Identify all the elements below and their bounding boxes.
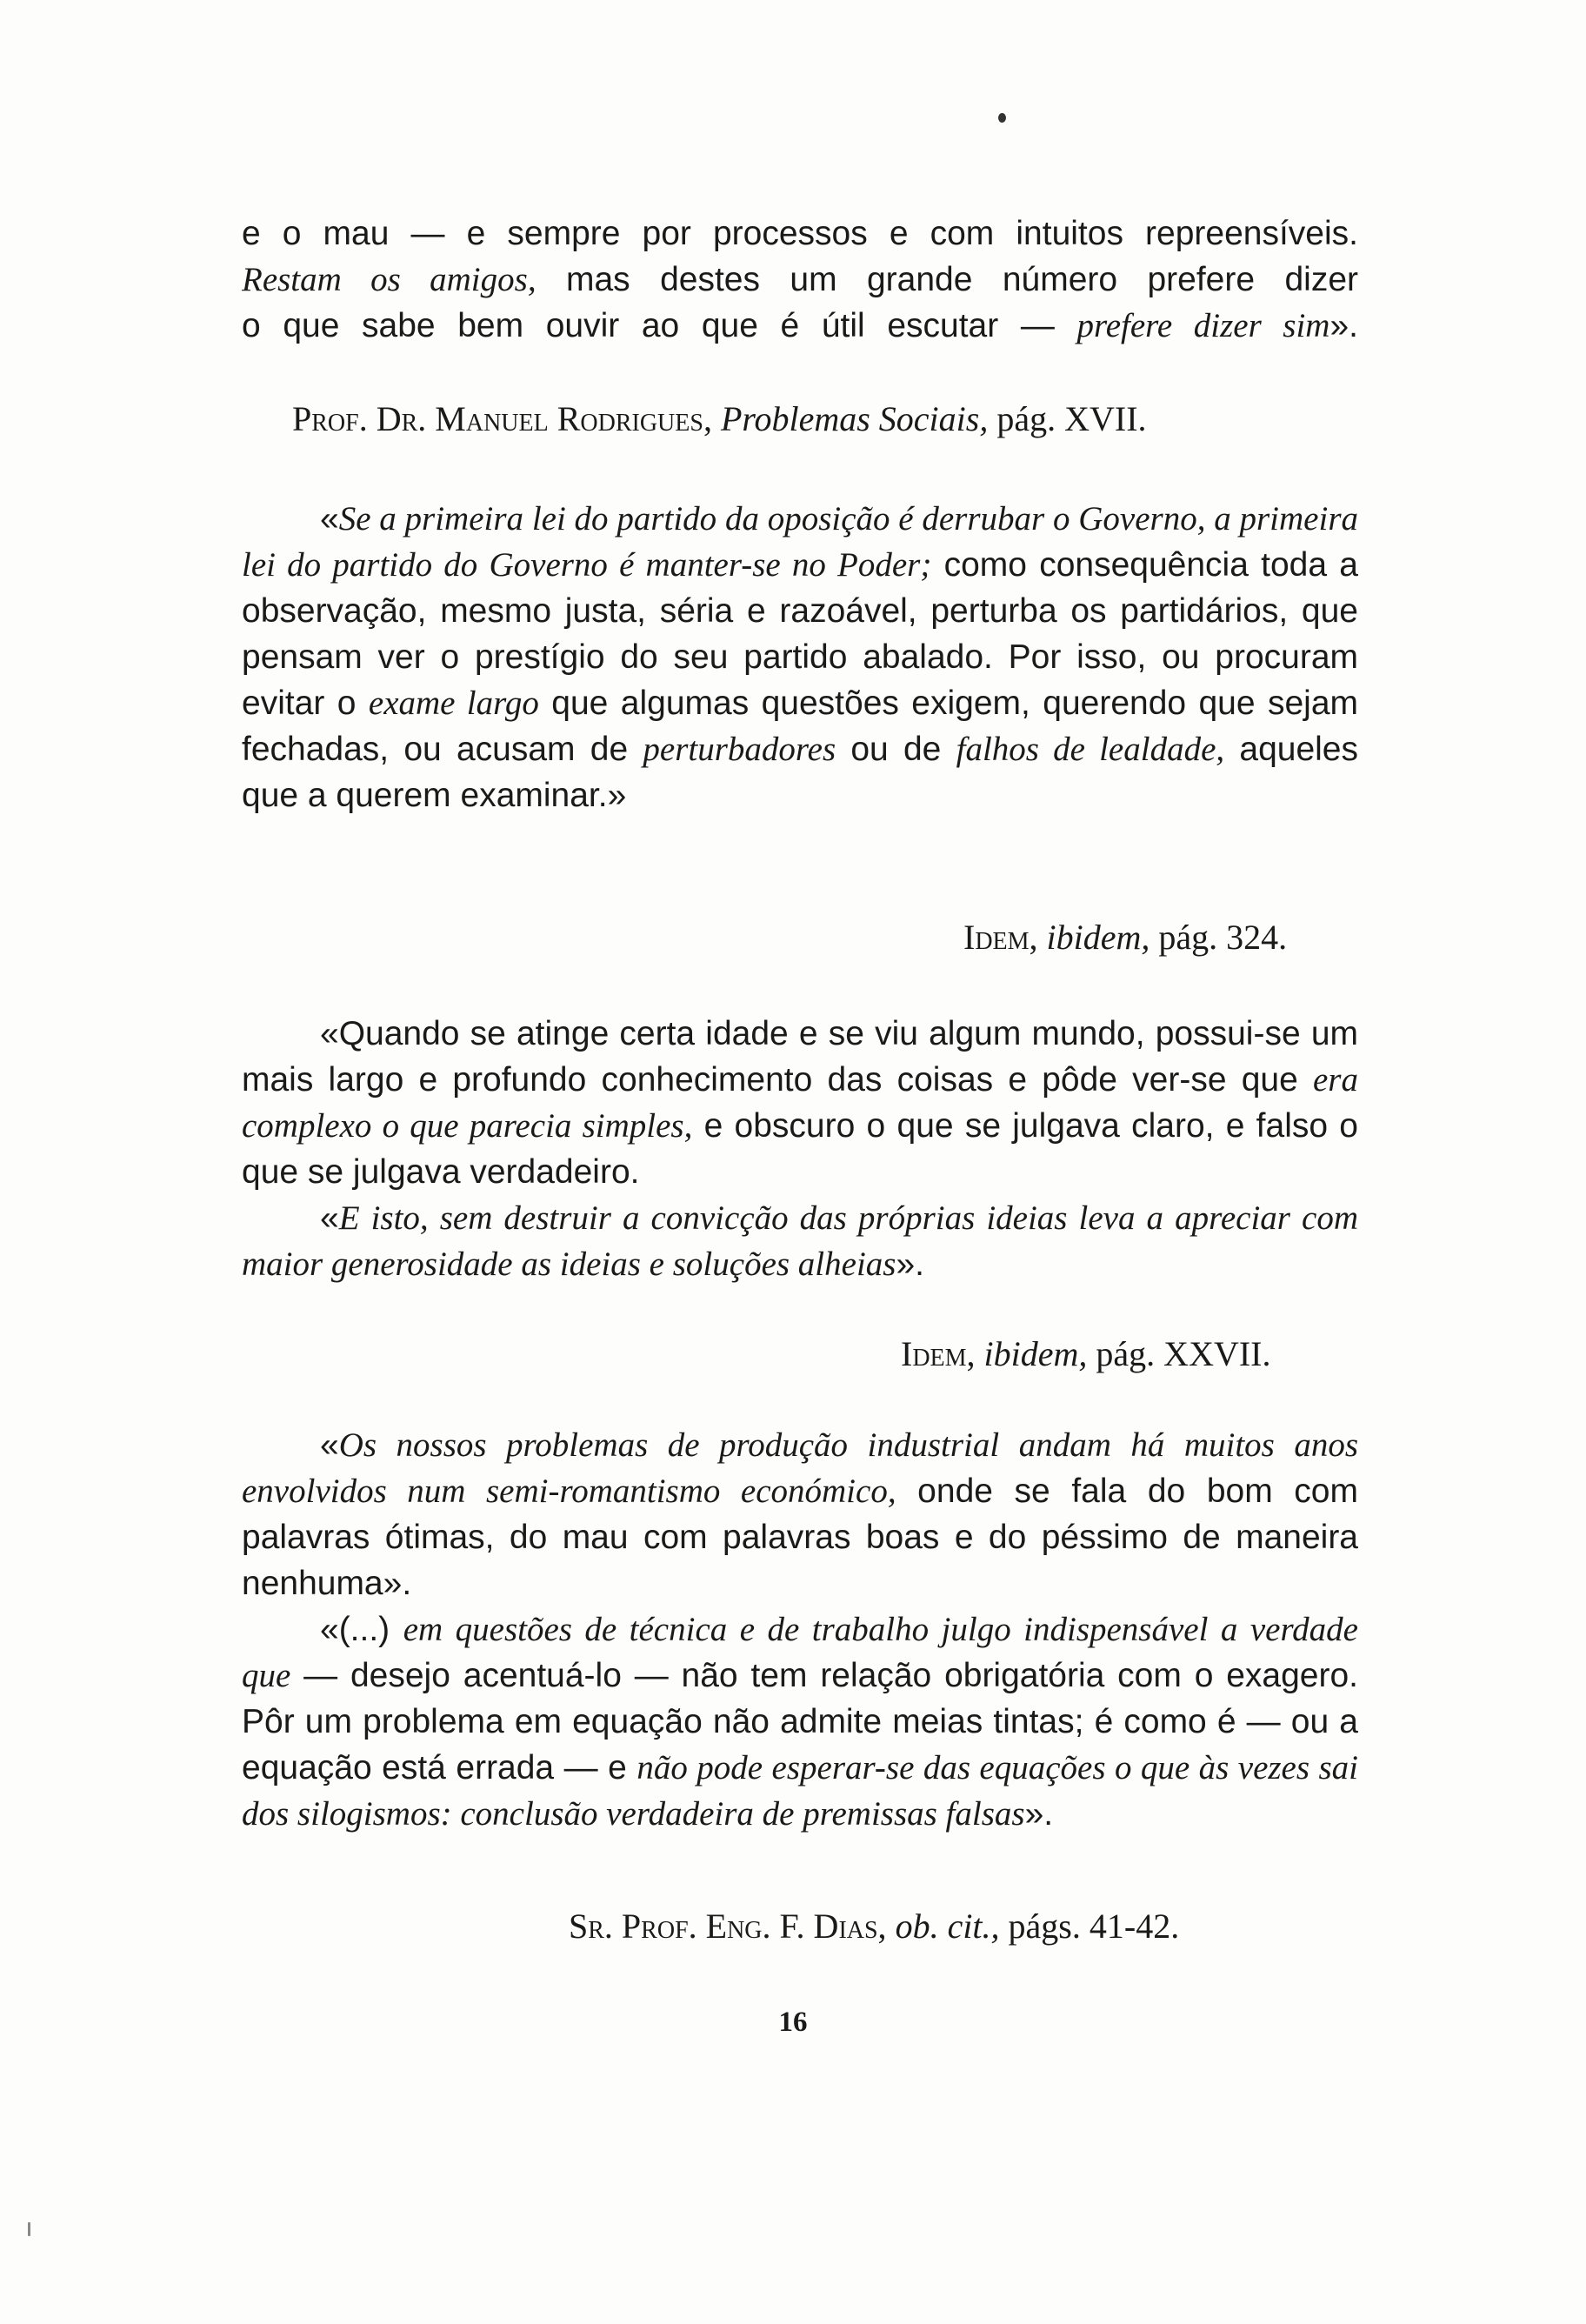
text-run: que algumas questões exigem, querendo que sejam fechadas, ou acusam de (242, 685, 1359, 768)
quotation-paragraph (242, 1011, 1358, 1287)
italic-run: em questões de técnica e de trabalho julgo indispensável a verdade que (242, 1611, 1358, 1694)
text-run: « (320, 1199, 339, 1237)
text-run: e obscuro o que se julgava claro, e falso o que se julgava verdadeiro. (242, 1107, 1358, 1191)
citation-page: págs. 41-42. (999, 1907, 1180, 1946)
text-run: como consequência toda a observação, mesmo justa, séria e razoável, perturba os partidários, que pensam ver o prestígio do seu partido abalado. Por isso, ou procuram evitar o (242, 546, 1358, 722)
italic-run: não pode esperar-se das equações o que às vezes sai dos silogismos: conclusão verdadeira de premissas falsas (242, 1749, 1358, 1833)
italic-run: Se a primeira lei do partido da oposição é derrubar o Governo, a primeira lei do partido do Governo é manter-se no Poder; (242, 500, 1358, 584)
scan-speck (28, 2222, 30, 2236)
text-run: onde se fala do bom com palavras ótimas, do mau com palavras boas e do péssimo de maneira nenhuma». (242, 1473, 1358, 1602)
citation-attribution (963, 916, 1287, 959)
italic-run: perturbadores (643, 731, 836, 768)
text-run: ». (1329, 307, 1358, 344)
italic-run: prefere dizer sim (1076, 307, 1330, 344)
italic-run: Os nossos problemas de produção industrial andam há muitos anos envolvidos num semi-romantismo económico, (242, 1426, 1358, 1510)
citation-work: ibidem, (983, 1334, 1088, 1373)
italic-run: Restam os amigos, (242, 261, 536, 298)
citation-page: pág. 324. (1150, 918, 1288, 957)
citation-author: Idem, (901, 1334, 984, 1373)
text-run: «Quando se atinge certa idade e se viu algum mundo, possui-se um mais largo e profundo conhecimento das coisas e pôde ver-se que (242, 1015, 1358, 1099)
text-run: mas destes um grande número prefere dizer (536, 261, 1358, 298)
citation-page: pág. XXVII. (1087, 1334, 1271, 1373)
text-run: aqueles que a querem examinar.» (242, 731, 1358, 814)
italic-run: falhos de lealdade, (956, 731, 1225, 768)
citation-work: ob. cit., (895, 1907, 1000, 1946)
citation-author: Sr. Prof. Eng. F. Dias, (569, 1907, 896, 1946)
italic-run: E isto, sem destruir a convicção das próprias ideias leva a apreciar com maior generosidade as ideias e soluções alheias (242, 1199, 1358, 1283)
citation-work: Problemas Sociais, (720, 399, 989, 438)
text-run: ». (1024, 1795, 1054, 1833)
citation-author: Prof. Dr. Manuel Rodrigues, (292, 399, 721, 438)
paragraph-continuation (242, 210, 1358, 349)
quotation-paragraph (242, 1422, 1358, 1837)
page-number: 16 (778, 2007, 808, 2038)
quotation-paragraph (242, 496, 1358, 818)
citation-author: Idem, (963, 918, 1047, 957)
citation-attribution (569, 1905, 1179, 1948)
text-run: ou de (836, 731, 956, 768)
text-run: e o mau — e sempre por processos e com intuitos repreensíveis. (242, 215, 1358, 252)
text-run: «(...) (320, 1611, 403, 1648)
citation-attribution (901, 1332, 1270, 1376)
italic-run: exame largo (368, 685, 539, 722)
citation-work: ibidem, (1046, 918, 1150, 957)
italic-run: era complexo o que parecia simples, (242, 1061, 1358, 1145)
text-run: « (320, 500, 339, 538)
text-run: ». (896, 1245, 924, 1283)
text-run: — desejo acentuá-lo — não tem relação obrigatória com o exagero. Pôr um problema em equação não admite meias tintas; é como é — ou a equação está errada — e (242, 1657, 1358, 1786)
text-run: o que sabe bem ouvir ao que é útil escutar — (242, 307, 1077, 344)
citation-attribution (292, 397, 1147, 441)
text-run: « (320, 1426, 339, 1464)
citation-page: pág. XVII. (988, 399, 1147, 438)
scan-speck (998, 113, 1006, 123)
